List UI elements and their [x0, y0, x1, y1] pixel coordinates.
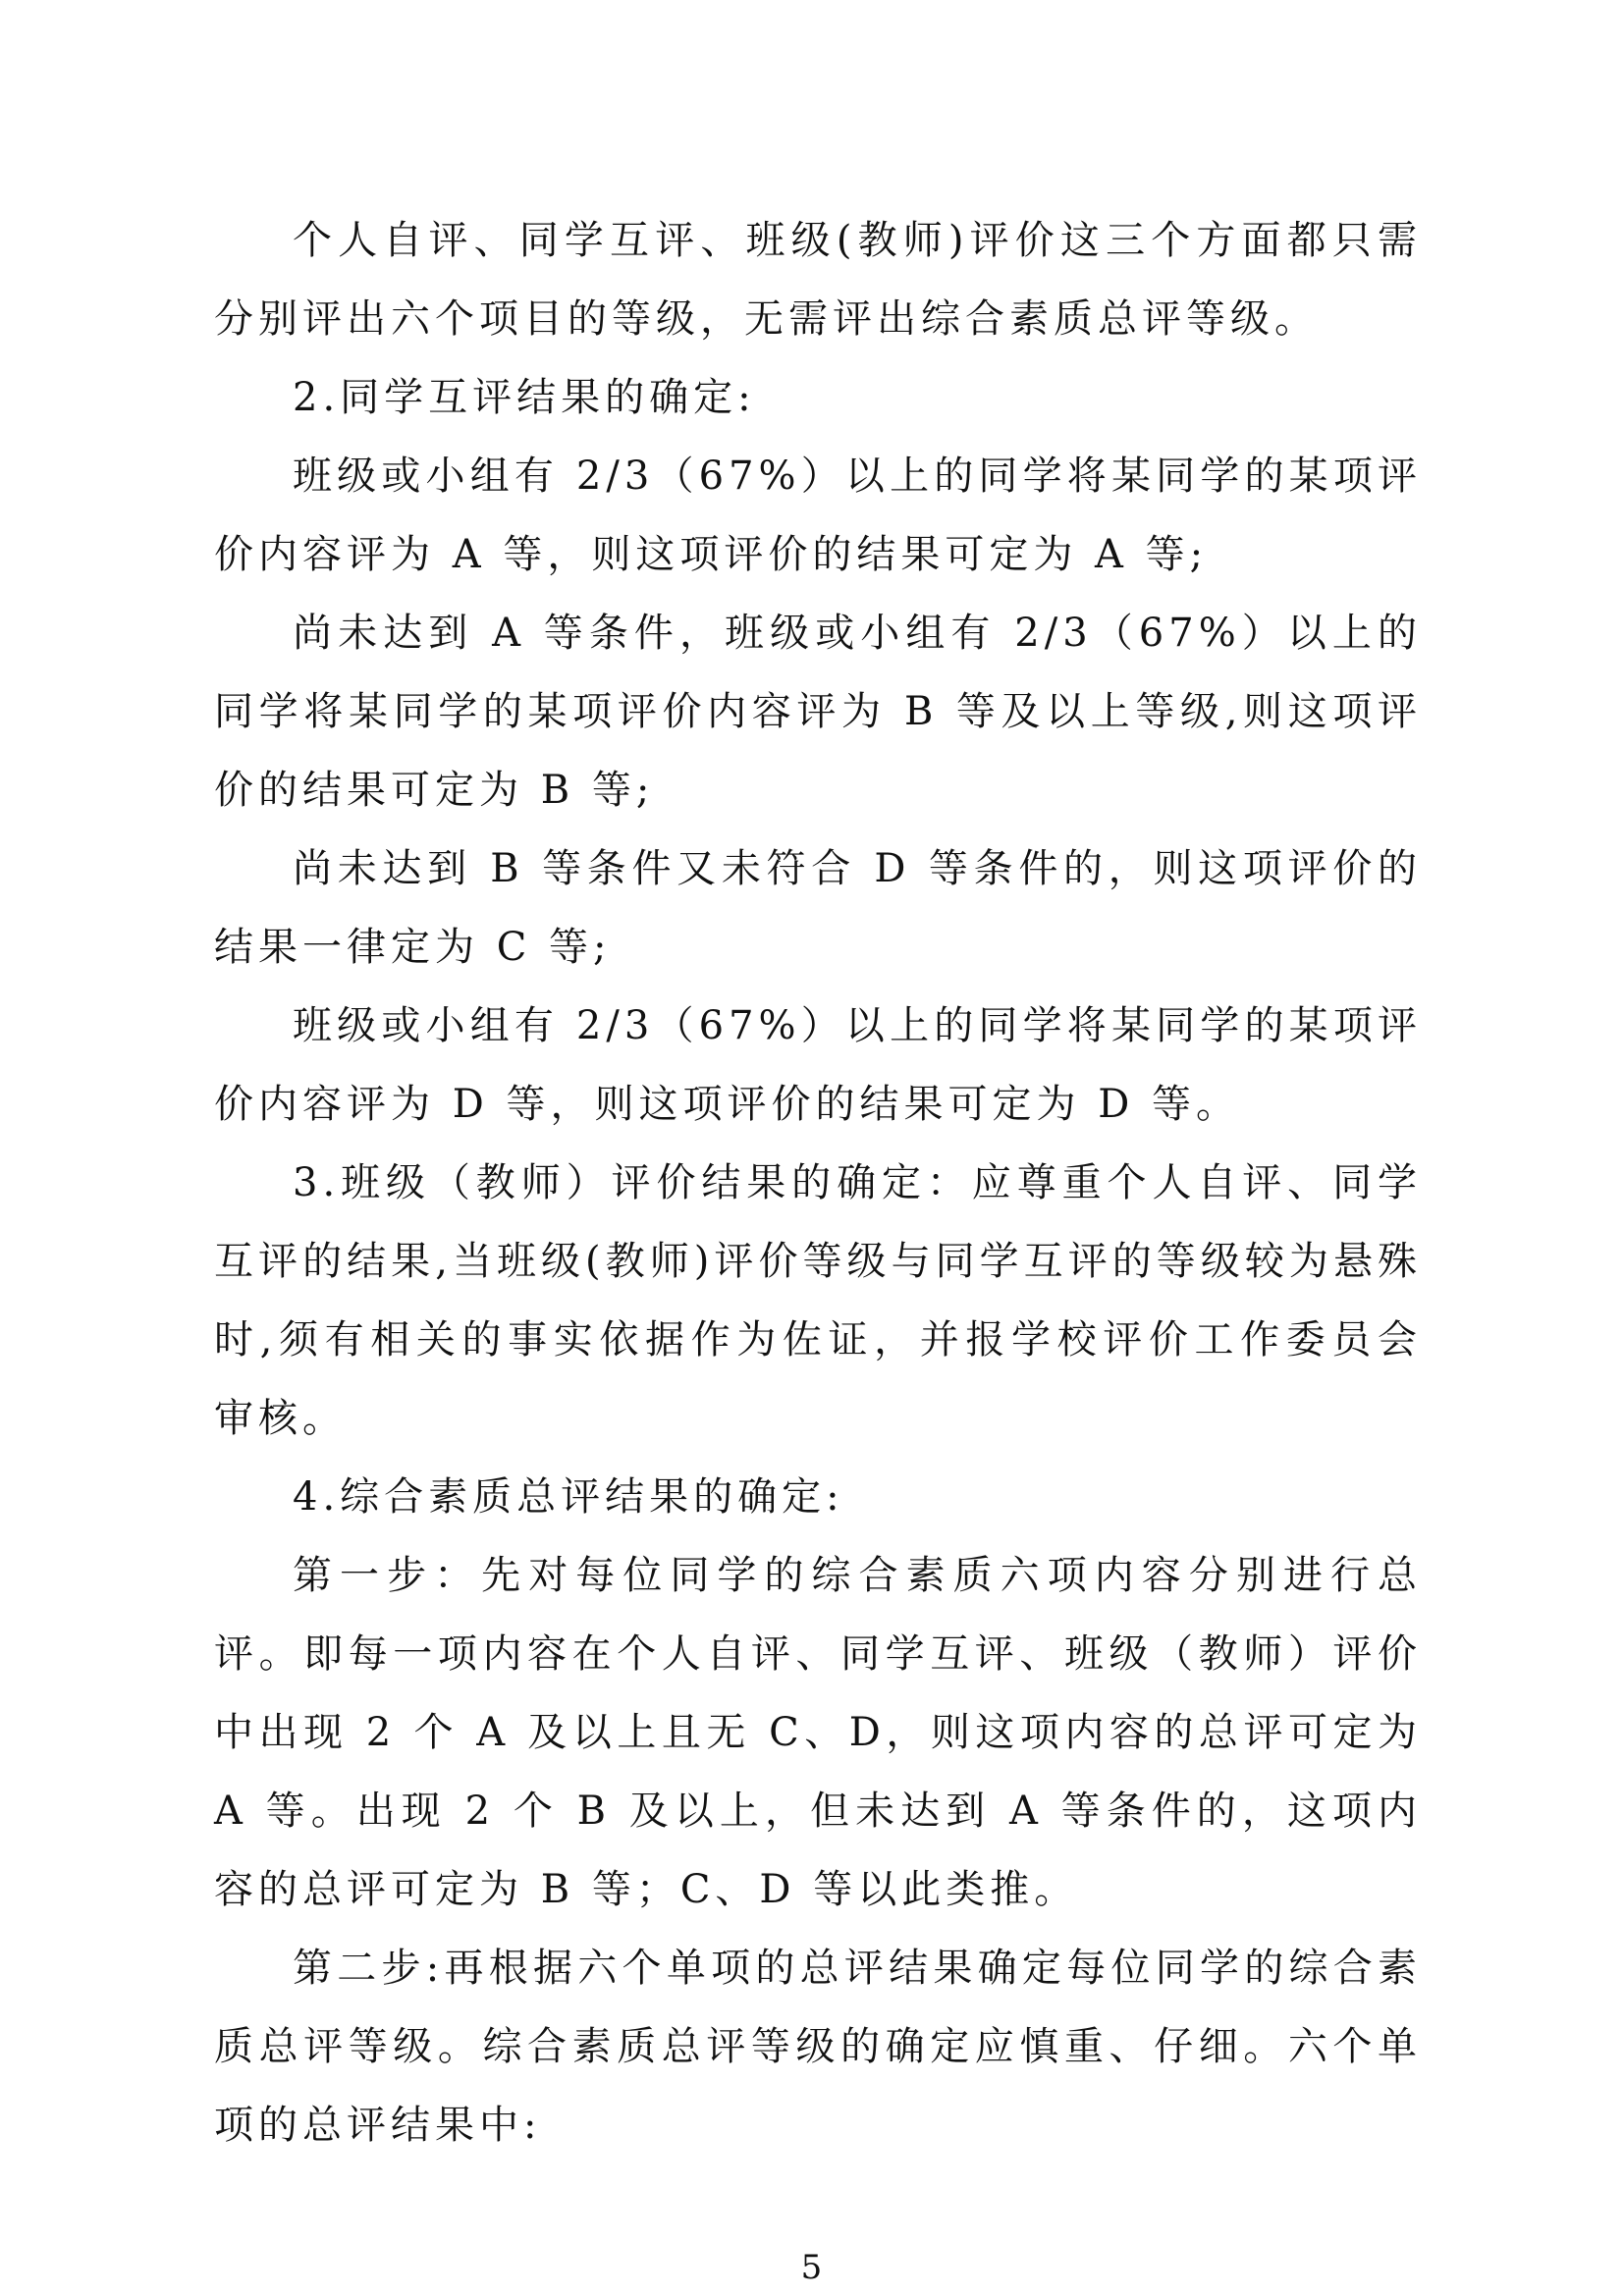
heading-peer-evaluation-result: 2.同学互评结果的确定:	[293, 375, 756, 420]
paragraph-step-one: 第一步：先对每位同学的综合素质六项内容分别进行总评。即每一项内容在个人自评、同学互评、班级（教师）评价中出现 2 个 A 及以上且无 C、D，则这项内容的总评可定为 A 等。出现 2 个 B 及以上，但未达到 A 等条件的，这项内容的总评可定为 B 等；C、D 等以此类推。	[214, 1553, 1422, 1912]
page-number: 5	[800, 2248, 823, 2287]
paragraph-peer-grade-c: 尚未达到 B 等条件又未符合 D 等条件的，则这项评价的结果一律定为 C 等;	[214, 846, 1422, 970]
heading-overall-evaluation-result: 4.综合素质总评结果的确定:	[293, 1474, 844, 1520]
paragraph-step-two: 第二步:再根据六个单项的总评结果确定每位同学的综合素质总评等级。综合素质总评等级的确定应慎重、仔细。六个单项的总评结果中:	[214, 1946, 1422, 2148]
paragraph-class-teacher-evaluation: 3.班级（教师）评价结果的确定：应尊重个人自评、同学互评的结果,当班级(教师)评价等级与同学互评的等级较为悬殊时,须有相关的事实依据作为佐证，并报学校评价工作委员会审核。	[214, 1160, 1422, 1441]
paragraph-self-peer-teacher-note: 个人自评、同学互评、班级(教师)评价这三个方面都只需分别评出六个项目的等级，无需评出综合素质总评等级。	[214, 218, 1422, 342]
paragraph-peer-grade-b: 尚未达到 A 等条件，班级或小组有 2/3（67%）以上的同学将某同学的某项评价内容评为 B 等及以上等级,则这项评价的结果可定为 B 等;	[214, 611, 1422, 813]
document-body	[214, 201, 1422, 2164]
paragraph-peer-grade-d: 班级或小组有 2/3（67%）以上的同学将某同学的某项评价内容评为 D 等，则这项评价的结果可定为 D 等。	[214, 1003, 1422, 1127]
paragraph-peer-grade-a: 班级或小组有 2/3（67%）以上的同学将某同学的某项评价内容评为 A 等，则这项评价的结果可定为 A 等;	[214, 454, 1422, 577]
